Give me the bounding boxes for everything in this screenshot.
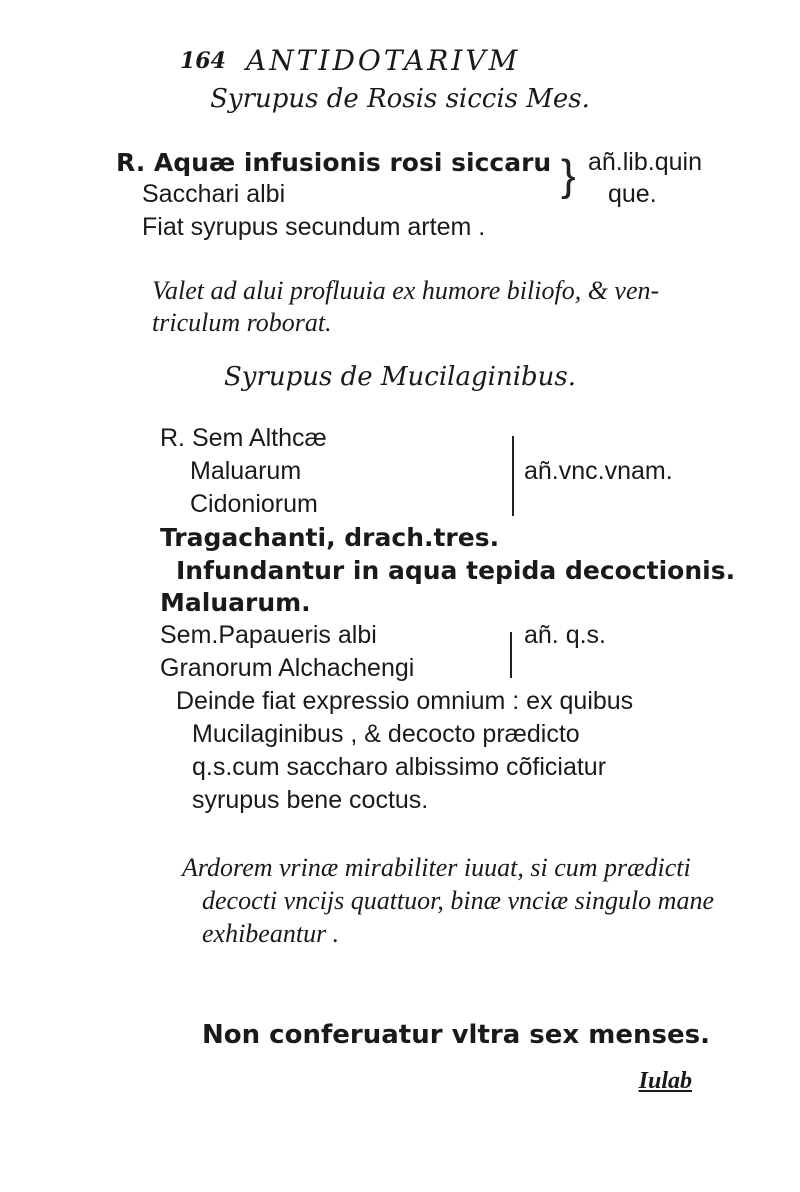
dose-rose: añ.lib.quin <box>588 148 702 176</box>
instruction-infundantur: Infundantur in aqua tepida decoctionis. <box>176 556 736 585</box>
catchword: Iulab <box>638 1068 692 1094</box>
method-line-3: q.s.cum saccharo albissimo cõficiatur <box>192 753 607 781</box>
bracket-icon <box>510 632 512 678</box>
virtue-line-1: Valet ad alui profluuia ex humore biliofo, & ven- <box>152 276 660 305</box>
ingredient-maluarum-2: Maluarum. <box>160 588 311 617</box>
ingredient-line-1: R. Aquæ infusionis rosi siccaru <box>116 148 552 177</box>
method-line-2: Mucilaginibus , & decocto prædicto <box>192 720 580 748</box>
closing-note: Non conferuatur vltra sex menses. <box>202 1020 710 1050</box>
virtue2-line-3: exhibeantur . <box>202 919 340 948</box>
method-line-4: syrupus bene coctus. <box>192 786 429 814</box>
recipe-title-mucilage-syrup: Syrupus de Mucilaginibus. <box>223 362 577 392</box>
ingredient-cidoniorum: Cidoniorum <box>190 490 318 518</box>
ingredient-alchachengi: Granorum Alchachengi <box>160 654 415 682</box>
virtue-line-2: triculum roborat. <box>152 308 332 337</box>
brace-icon: } <box>561 151 576 200</box>
instruction-line: Fiat syrupus secundum artem . <box>142 213 486 241</box>
page-number: 164 <box>180 48 226 74</box>
dose-rose-continuation: que. <box>608 180 657 208</box>
bracket-icon <box>512 436 514 516</box>
ingredient-papauer: Sem.Papaueris albi <box>160 621 377 649</box>
virtue2-line-2: decocti vncijs quattuor, binæ vnciæ singulo mane <box>202 886 714 915</box>
ingredient-maluarum: Maluarum <box>190 457 302 485</box>
running-head <box>180 44 660 84</box>
method-line-1: Deinde fiat expressio omnium : ex quibus <box>176 687 634 715</box>
recipe-title-rose-syrup: Syrupus de Rosis siccis Mes. <box>210 84 590 114</box>
ingredient-line-2: Sacchari albi <box>142 180 286 208</box>
ingredient-tragachanth: Tragachanti, drach.tres. <box>160 523 500 552</box>
dose-group-1: añ.vnc.vnam. <box>524 457 673 485</box>
dose-group-2: añ. q.s. <box>524 621 606 649</box>
virtue2-line-1: Ardorem vrinæ mirabiliter iuuat, si cum prædicti <box>182 853 691 882</box>
ingredient-althea: R. Sem Althcæ <box>160 424 327 452</box>
running-title: ANTIDOTARIVM <box>246 44 521 77</box>
